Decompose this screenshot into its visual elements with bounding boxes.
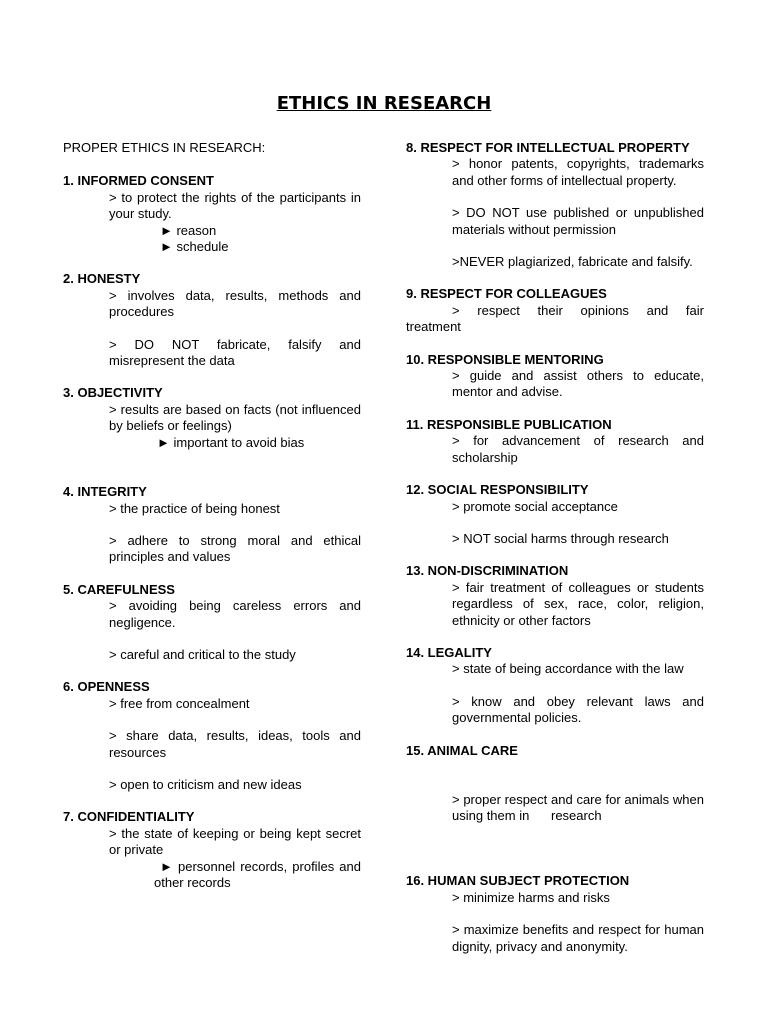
section-social-responsibility bbox=[406, 482, 704, 547]
bullet-item: ► schedule bbox=[160, 239, 229, 255]
section-heading: 11. RESPONSIBLE PUBLICATION bbox=[406, 416, 612, 432]
section-line: > results are based on facts (not influenced by beliefs or feelings) bbox=[109, 401, 361, 434]
section-human-subject-protection bbox=[406, 873, 704, 955]
section-heading: 15. ANIMAL CARE bbox=[406, 742, 518, 758]
section-informed-consent bbox=[63, 173, 361, 255]
section-heading: 5. CAREFULNESS bbox=[63, 581, 175, 597]
section-line: > free from concealment bbox=[109, 695, 250, 711]
section-intellectual-property bbox=[406, 140, 704, 270]
section-line: > maximize benefits and respect for human dignity, privacy and anonymity. bbox=[452, 922, 704, 954]
section-heading: 8. RESPECT FOR INTELLECTUAL PROPERTY bbox=[406, 140, 690, 155]
section-line: > for advancement of research and scholarship bbox=[452, 433, 704, 465]
section-line: > guide and assist others to educate, mentor and advise. bbox=[452, 368, 704, 400]
section-honesty bbox=[63, 271, 361, 369]
section-confidentiality bbox=[63, 809, 361, 891]
bullet-item: ► important to avoid bias bbox=[157, 434, 305, 450]
section-objectivity bbox=[63, 385, 361, 451]
section-line: > careful and critical to the study bbox=[109, 646, 296, 662]
section-body bbox=[406, 580, 704, 629]
bullet-list bbox=[63, 223, 361, 256]
section-body bbox=[63, 696, 361, 794]
page-title: ETHICS IN RESEARCH bbox=[276, 93, 492, 114]
section-heading: 2. HONESTY bbox=[63, 271, 141, 287]
section-body bbox=[63, 826, 361, 859]
section-line: > share data, results, ideas, tools and resources bbox=[109, 728, 361, 760]
right-column bbox=[406, 140, 708, 971]
section-heading: 4. INTEGRITY bbox=[63, 484, 147, 500]
section-line: > fair treatment of colleagues or students regardless of sex, race, color, religion, ethnicity or other factors bbox=[452, 579, 704, 628]
section-line: >NEVER plagiarized, fabricate and falsify. bbox=[452, 254, 693, 270]
section-body bbox=[406, 433, 704, 466]
bullet-item: ► reason bbox=[160, 222, 217, 238]
section-body bbox=[63, 288, 361, 370]
section-line: > DO NOT fabricate, falsify and misrepresent the data bbox=[109, 336, 361, 369]
section-line: > the state of keeping or being kept secret or private bbox=[109, 825, 361, 858]
section-body bbox=[63, 190, 361, 223]
section-heading: 7. CONFIDENTIALITY bbox=[63, 809, 195, 825]
section-line: > to protect the rights of the participants in your study. bbox=[109, 189, 361, 222]
section-line: > proper respect and care for animals when using them in research bbox=[452, 791, 708, 824]
section-body bbox=[406, 303, 704, 319]
section-responsible-mentoring bbox=[406, 352, 704, 401]
section-heading: 13. NON-DISCRIMINATION bbox=[406, 563, 569, 579]
section-body bbox=[406, 156, 704, 270]
section-integrity bbox=[63, 484, 361, 566]
section-body bbox=[63, 402, 361, 435]
section-body bbox=[63, 501, 361, 566]
section-line: > promote social acceptance bbox=[452, 498, 618, 514]
section-responsible-publication bbox=[406, 417, 704, 466]
section-line: > state of being accordance with the law bbox=[452, 661, 684, 677]
section-heading: 6. OPENNESS bbox=[63, 679, 150, 695]
section-carefulness bbox=[63, 582, 361, 664]
section-line: > avoiding being careless errors and negligence. bbox=[109, 598, 361, 630]
section-line: > open to criticism and new ideas bbox=[109, 776, 302, 792]
section-line: > DO NOT use published or unpublished materials without permission bbox=[452, 205, 704, 237]
bullet-list bbox=[63, 435, 361, 451]
section-line: > respect their opinions and fair bbox=[452, 302, 704, 318]
section-line: > NOT social harms through research bbox=[452, 530, 669, 546]
bullet-paragraph bbox=[63, 859, 361, 892]
section-heading: 10. RESPONSIBLE MENTORING bbox=[406, 351, 604, 367]
section-line-continuation: treatment bbox=[406, 319, 461, 335]
section-body bbox=[406, 890, 704, 955]
section-heading: 16. HUMAN SUBJECT PROTECTION bbox=[406, 873, 630, 889]
section-heading: 12. SOCIAL RESPONSIBILITY bbox=[406, 482, 589, 498]
section-heading: 14. LEGALITY bbox=[406, 644, 492, 660]
section-line: > adhere to strong moral and ethical principles and values bbox=[109, 532, 361, 565]
section-body bbox=[406, 499, 704, 548]
section-line: > know and obey relevant laws and governmental policies. bbox=[452, 693, 704, 726]
section-legality bbox=[406, 645, 704, 727]
section-line: > involves data, results, methods and procedures bbox=[109, 287, 361, 320]
section-heading: 1. INFORMED CONSENT bbox=[63, 173, 214, 189]
section-non-discrimination bbox=[406, 563, 704, 629]
section-body bbox=[406, 759, 708, 857]
section-heading: 3. OBJECTIVITY bbox=[63, 385, 163, 401]
section-line: > honor patents, copyrights, trademarks and other forms of intellectual property. bbox=[452, 156, 704, 188]
section-openness bbox=[63, 679, 361, 793]
section-animal-care bbox=[406, 742, 708, 858]
left-column bbox=[63, 140, 361, 907]
section-line: > the practice of being honest bbox=[109, 500, 280, 516]
bullet-item: ► personnel records, profiles and other records bbox=[154, 858, 361, 890]
section-body bbox=[406, 368, 704, 401]
section-line: > minimize harms and risks bbox=[452, 889, 610, 905]
section-heading: 9. RESPECT FOR COLLEAGUES bbox=[406, 286, 607, 302]
section-body bbox=[63, 598, 361, 663]
intro-text: PROPER ETHICS IN RESEARCH: bbox=[63, 140, 266, 155]
section-body bbox=[406, 661, 704, 726]
section-respect-colleagues bbox=[406, 286, 704, 335]
